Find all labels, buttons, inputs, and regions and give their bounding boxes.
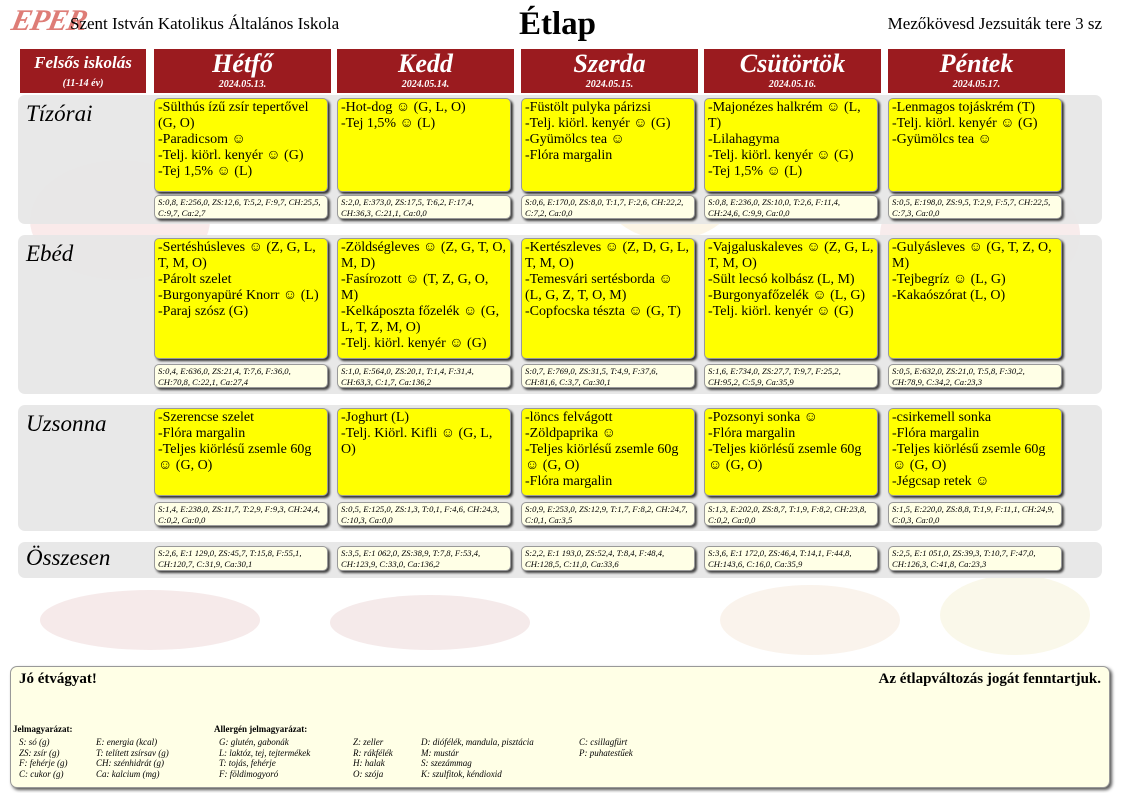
menu-item: -Füstölt pulyka párizsi: [525, 100, 651, 115]
allergen-entry: M: mustár: [421, 747, 459, 758]
menu-item: -Telj. Kiörl. Kifli ☺ (G, L, O): [341, 426, 493, 457]
menu-item: -Flóra margalin: [892, 426, 980, 441]
nutrition-cell: S:1,3, E:202,0, ZS:8,7, T:1,9, F:8,2, CH:23,8, C:0,2, Ca:0,0: [704, 502, 878, 526]
allergen-column: [579, 737, 633, 758]
menu-item: -Zöldségleves ☺ (Z, G, T, O, M, D): [341, 240, 507, 271]
menu-cell: [521, 238, 695, 359]
menu-item: -Teljes kiörlésű zsemle 60g ☺ (G, O): [708, 442, 862, 473]
allergen-column: [353, 737, 393, 779]
menu-item: -Pozsonyi sonka ☺: [708, 410, 818, 425]
nutrition-cell: S:0,9, E:253,0, ZS:12,9, T:1,7, F:8,2, CH:24,7, C:0,1, Ca:3,5: [521, 502, 695, 526]
totals-cell: S:3,6, E:1 172,0, ZS:46,4, T:14,1, F:44,8, CH:143,6, C:16,0, Ca:35,9: [704, 546, 878, 571]
day-header: [337, 49, 514, 93]
nutrition-cell: S:1,0, E:564,0, ZS:20,1, T:1,4, F:31,4, CH:63,3, C:1,7, Ca:136,2: [337, 364, 511, 388]
menu-cell: [888, 98, 1062, 192]
menu-item: -Tej 1,5% ☺ (L): [341, 116, 436, 131]
allergen-legend-title: Allergén jelmagyarázat:: [214, 724, 308, 734]
legend-title: Jelmagyarázat:: [13, 724, 73, 734]
logo: EPER: [8, 4, 90, 37]
menu-cell: [337, 408, 511, 496]
menu-item: -Tej 1,5% ☺ (L): [708, 164, 803, 179]
menu-item: -Telj. kiörl. kenyér ☺ (G): [708, 304, 854, 319]
meal-label: Uzsonna: [26, 411, 107, 436]
menu-item: -csirkemell sonka: [892, 410, 992, 425]
nutrition-cell: S:0,5, E:632,0, ZS:21,0, T:5,8, F:30,2, CH:78,9, C:34,2, Ca:23,3: [888, 364, 1062, 388]
menu-item: -Majonézes halkrém ☺ (L, T): [708, 100, 861, 131]
allergen-entry: Z: zeller: [353, 737, 384, 747]
menu-item: -Fasírozott ☺ (T, Z, G, O, M): [341, 272, 489, 303]
menu-item: -Gyümölcs tea ☺: [892, 132, 992, 147]
page-title: Étlap: [519, 6, 597, 42]
nutrition-cell: S:0,8, E:236,0, ZS:10,0, T:2,6, F:11,4, CH:24,6, C:9,9, Ca:0,0: [704, 195, 878, 219]
menu-cell: [154, 238, 328, 359]
menu-cell: [704, 238, 878, 359]
allergen-entry: K: szulfitok, kéndioxid: [421, 768, 502, 779]
legend-entry: CH: szénhidrát (g): [96, 758, 164, 768]
allergen-entry: D: diófélék, mandula, pisztácia: [421, 737, 534, 747]
menu-item: -Telj. kiörl. kenyér ☺ (G): [158, 148, 304, 163]
age-group-header: [20, 49, 146, 93]
nutrition-cell: S:0,5, E:125,0, ZS:1,3, T:0,1, F:4,6, CH:24,3, C:10,3, Ca:0,0: [337, 502, 511, 526]
menu-item: -Kertészleves ☺ (Z, D, G, L, T, M, O): [525, 240, 689, 271]
nutrition-cell: S:0,7, E:769,0, ZS:31,5, T:4,9, F:37,6, CH:81,6, C:3,7, Ca:30,1: [521, 364, 695, 388]
menu-item: -Szerencse szelet: [158, 410, 254, 425]
menu-item: -Tej 1,5% ☺ (L): [158, 164, 253, 179]
legend-entry: ZS: zsír (g): [19, 747, 60, 758]
day-date: 2024.05.14.: [401, 79, 450, 90]
nutrition-cell: S:0,5, E:198,0, ZS:9,5, T:2,9, F:5,7, CH:22,5, C:7,3, Ca:0,0: [888, 195, 1062, 219]
menu-item: -löncs felvágott: [525, 410, 613, 425]
totals-label: Összesen: [26, 545, 111, 570]
school-address: Mezőkövesd Jezsuiták tere 3 sz: [887, 14, 1102, 33]
allergen-entry: H: halak: [353, 758, 385, 768]
day-header: [154, 49, 331, 93]
menu-cell: [337, 238, 511, 359]
menu-item: -Telj. kiörl. kenyér ☺ (G): [708, 148, 854, 163]
menu-item: -Kakaószórat (L, O): [892, 288, 1006, 303]
legend-entry: Ca: kalcium (mg): [96, 768, 160, 779]
menu-item: -Lenmagos tojáskrém (T): [892, 100, 1036, 115]
day-name: Péntek: [939, 49, 1014, 78]
day-name: Kedd: [398, 49, 453, 78]
day-name: Szerda: [573, 49, 646, 78]
menu-item: -Temesvári sertésborda ☺ (L, G, Z, T, O, M): [525, 272, 673, 303]
nutrition-cell: S:1,5, E:220,0, ZS:8,8, T:1,9, F:11,1, CH:24,9, C:0,3, Ca:0,0: [888, 502, 1062, 526]
legend-entry: F: fehérje (g): [19, 758, 68, 768]
menu-item: -Flóra margalin: [158, 426, 246, 441]
allergen-entry: F: földimogyoró: [219, 768, 279, 779]
nutrition-cell: S:1,4, E:238,0, ZS:11,7, T:2,9, F:9,3, CH:24,4, C:0,2, Ca:0,0: [154, 502, 328, 526]
menu-item: -Hot-dog ☺ (G, L, O): [341, 100, 466, 115]
allergen-entry: T: tojás, fehérje: [219, 758, 276, 768]
age-group-label: Felsős iskolás: [34, 53, 132, 72]
menu-item: -Joghurt (L): [341, 410, 410, 425]
menu-cell: [337, 98, 511, 192]
menu-item: -Telj. kiörl. kenyér ☺ (G): [341, 336, 487, 351]
nutrition-cell: S:0,4, E:636,0, ZS:21,4, T:7,6, F:36,0, CH:70,8, C:22,1, Ca:27,4: [154, 364, 328, 388]
day-date: 2024.05.17.: [952, 79, 1001, 90]
footer-panel: [10, 666, 1110, 788]
menu-cell: [888, 408, 1062, 496]
menu-cell: [154, 408, 328, 496]
menu-item: -Jégcsap retek ☺: [892, 474, 990, 489]
menu-item: -Tejbegríz ☺ (L, G): [892, 272, 1006, 287]
menu-item: -Burgonyapüré Knorr ☺ (L): [158, 288, 319, 303]
day-header: [521, 49, 698, 93]
school-name: Szent István Katolikus Általános Iskola: [70, 14, 340, 33]
menu-item: -Gyümölcs tea ☺: [525, 132, 625, 147]
day-date: 2024.05.16.: [768, 79, 817, 90]
allergen-entry: G: glutén, gabonák: [219, 737, 289, 747]
allergen-entry: C: csillagfürt: [579, 737, 628, 747]
menu-item: -Teljes kiörlésű zsemle 60g ☺ (G, O): [525, 442, 679, 473]
allergen-column: [219, 737, 310, 779]
menu-cell: [521, 98, 695, 192]
menu-item: -Gulyásleves ☺ (G, T, Z, O, M): [892, 240, 1052, 271]
legend-entry: T: telített zsírsav (g): [96, 747, 169, 758]
meal-label: Ebéd: [26, 241, 74, 266]
legend-entry: E: energia (kcal): [96, 737, 158, 747]
nutrition-cell: S:2,0, E:373,0, ZS:17,5, T:6,2, F:17,4, CH:36,3, C:21,1, Ca:0,0: [337, 195, 511, 219]
menu-item: -Sülthús ízű zsír tepertővel (G, O): [158, 100, 309, 131]
totals-cell: S:2,6, E:1 129,0, ZS:45,7, T:15,8, F:55,1, CH:120,7, C:31,9, Ca:30,1: [154, 546, 328, 571]
allergen-entry: S: szezámmag: [421, 758, 472, 768]
day-date: 2024.05.15.: [585, 79, 634, 90]
menu-item: -Paraj szósz (G): [158, 304, 249, 319]
nutrition-cell: S:1,6, E:734,0, ZS:27,7, T:9,7, F:25,2, CH:95,2, C:5,9, Ca:35,9: [704, 364, 878, 388]
menu-item: -Telj. kiörl. kenyér ☺ (G): [892, 116, 1038, 131]
totals-cell: S:2,5, E:1 051,0, ZS:39,3, T:10,7, F:47,0, CH:126,3, C:41,8, Ca:23,3: [888, 546, 1062, 571]
menu-item: -Paradicsom ☺: [158, 132, 246, 147]
menu-item: -Teljes kiörlésű zsemle 60g ☺ (G, O): [158, 442, 312, 473]
disclaimer-text: Az étlapváltozás jogát fenntartjuk.: [878, 671, 1101, 687]
totals-cell: S:2,2, E:1 193,0, ZS:52,4, T:8,4, F:48,4, CH:128,5, C:11,0, Ca:33,6: [521, 546, 695, 571]
totals-cell: S:3,5, E:1 062,0, ZS:38,9, T:7,8, F:53,4, CH:123,9, C:33,0, Ca:136,2: [337, 546, 511, 571]
legend-entry: S: só (g): [19, 737, 50, 747]
nutrition-cell: S:0,6, E:170,0, ZS:8,0, T:1,7, F:2,6, CH:22,2, C:7,2, Ca:0,0: [521, 195, 695, 219]
allergen-entry: O: szója: [353, 768, 384, 779]
day-name: Csütörtök: [739, 49, 846, 78]
menu-cell: [888, 238, 1062, 359]
legend-column: [19, 737, 67, 779]
menu-item: -Kelkáposzta főzelék ☺ (G, L, T, Z, M, O): [341, 304, 500, 335]
allergen-entry: L: laktóz, tej, tejtermékek: [219, 747, 311, 758]
day-header: [888, 49, 1065, 93]
allergen-entry: P: puhatestűek: [579, 747, 633, 758]
menu-item: -Lilahagyma: [708, 132, 780, 147]
menu-cell: [521, 408, 695, 496]
menu-item: -Párolt szelet: [158, 272, 232, 287]
legend-entry: C: cukor (g): [19, 768, 64, 779]
menu-item: -Vajgaluskaleves ☺ (Z, G, L, T, M, O): [708, 240, 874, 271]
menu-item: -Flóra margalin: [525, 474, 613, 489]
menu-cell: [154, 98, 328, 192]
allergen-column: [421, 737, 534, 779]
menu-cell: [704, 408, 878, 496]
menu-item: -Telj. kiörl. kenyér ☺ (G): [525, 116, 671, 131]
allergen-entry: R: rákfélék: [353, 747, 393, 758]
day-name: Hétfő: [212, 49, 273, 78]
menu-item: -Zöldpaprika ☺: [525, 426, 616, 441]
menu-item: -Copfocska tészta ☺ (G, T): [525, 304, 681, 319]
menu-item: -Burgonyafőzelék ☺ (L, G): [708, 288, 866, 303]
good-appetite-text: Jó étvágyat!: [19, 671, 97, 687]
day-date: 2024.05.13.: [218, 79, 267, 90]
day-header: [704, 49, 881, 93]
age-group-age: (11-14 év): [62, 78, 104, 89]
menu-item: -Flóra margalin: [525, 148, 613, 163]
meal-label: Tízórai: [26, 101, 93, 126]
menu-item: -Teljes kiörlésű zsemle 60g ☺ (G, O): [892, 442, 1046, 473]
nutrition-cell: S:0,8, E:256,0, ZS:12,6, T:5,2, F:9,7, CH:25,5, C:9,7, Ca:2,7: [154, 195, 328, 219]
menu-item: -Sült lecsó kolbász (L, M): [708, 272, 855, 287]
legend-column: [96, 737, 169, 779]
menu-item: -Sertéshúsleves ☺ (Z, G, L, T, M, O): [158, 240, 316, 271]
menu-item: -Flóra margalin: [708, 426, 796, 441]
menu-cell: [704, 98, 878, 192]
